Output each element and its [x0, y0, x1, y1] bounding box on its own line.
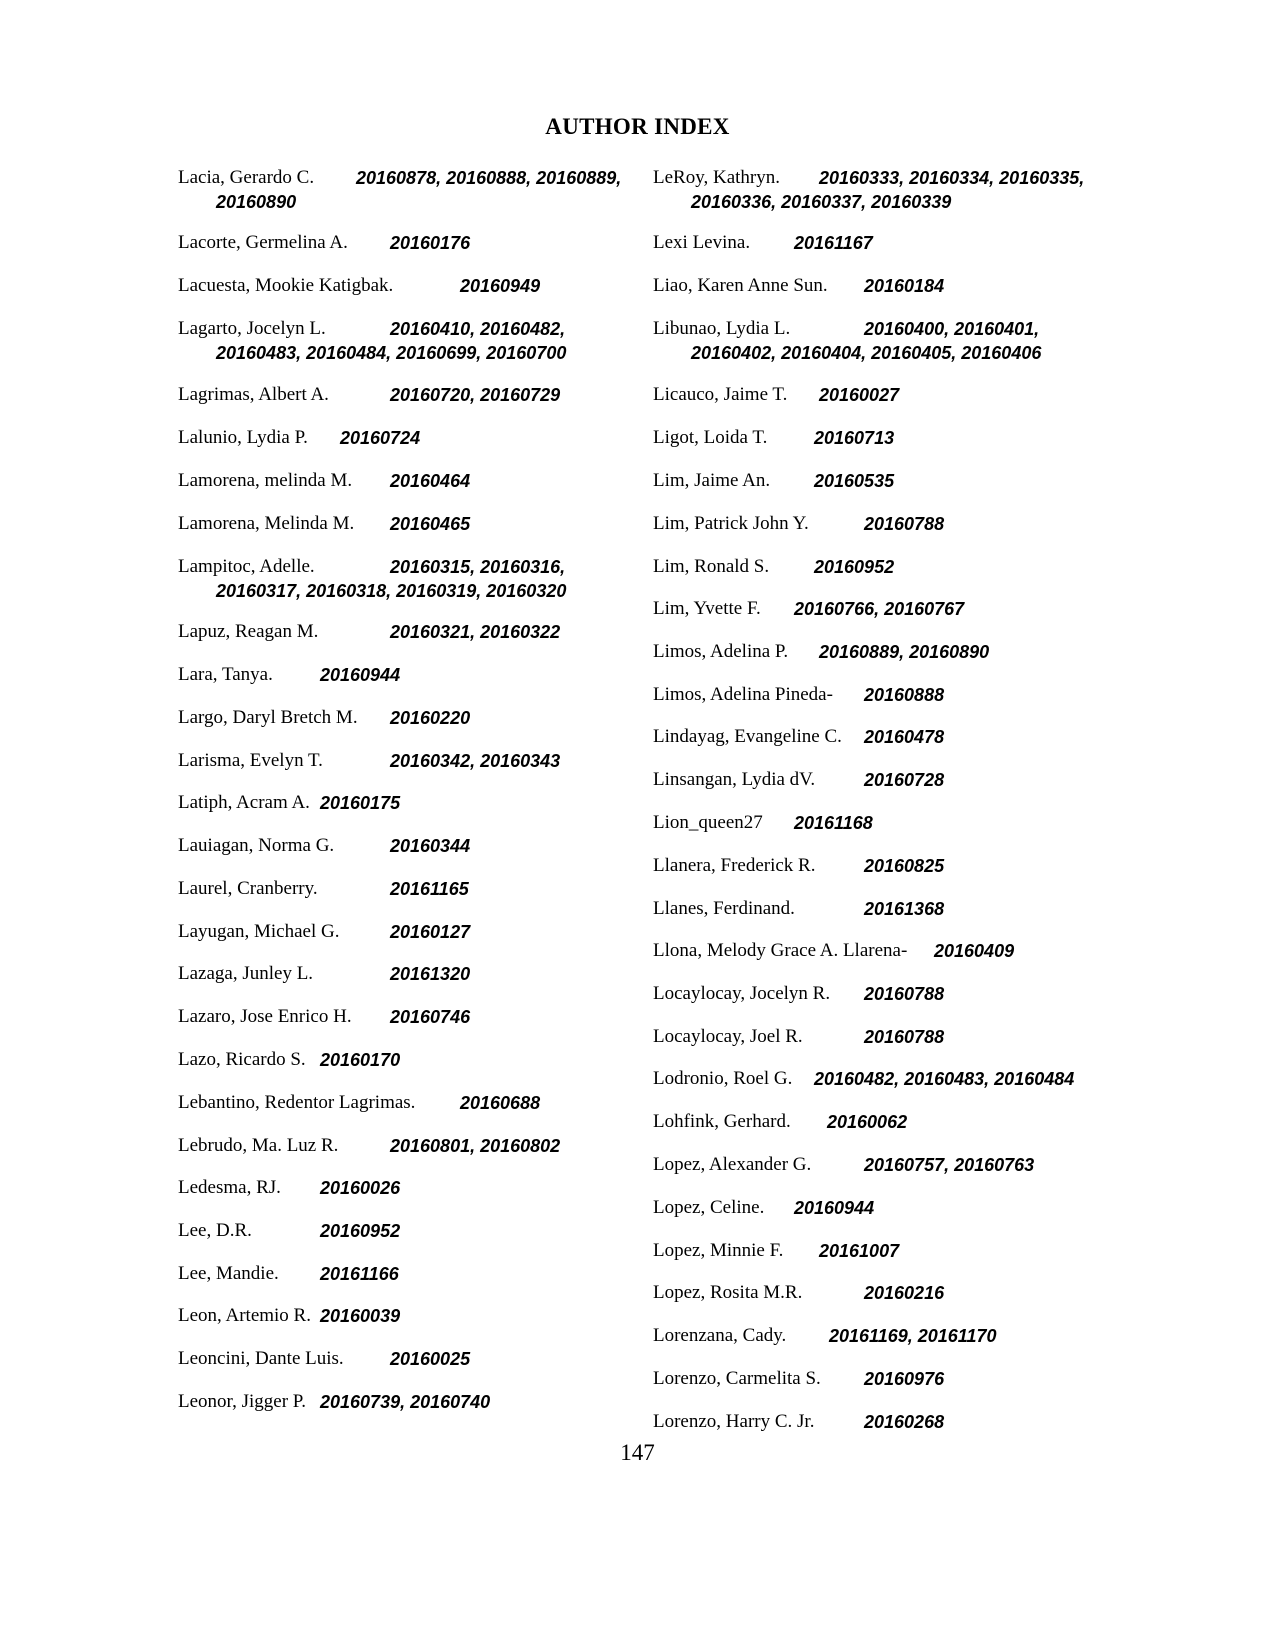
author-name: Ledesma, RJ.	[178, 1177, 281, 1198]
author-name: Lopez, Rosita M.R.	[653, 1282, 803, 1303]
entry-refs: 20161320	[390, 964, 471, 984]
entry-refs: 20160220	[390, 708, 471, 728]
author-name: Liao, Karen Anne Sun.	[653, 275, 828, 296]
author-name: Lopez, Minnie F.	[653, 1240, 784, 1261]
entry-refs: 20160944	[794, 1198, 875, 1218]
author-name: Larisma, Evelyn T.	[178, 750, 323, 771]
entry-refs: 20160788	[864, 984, 945, 1004]
entry-refs: 20161169, 20161170	[829, 1326, 997, 1346]
author-name: Lodronio, Roel G.	[653, 1068, 793, 1089]
entry-refs: 20160788	[864, 514, 945, 534]
author-name: Lamorena, Melinda M.	[178, 513, 355, 534]
author-name: Lazaro, Jose Enrico H.	[178, 1006, 352, 1027]
index-entry	[653, 166, 1123, 212]
entry-refs: 20160801, 20160802	[390, 1136, 561, 1156]
index-entry	[653, 1025, 1123, 1049]
author-name: Lorenzo, Harry C. Jr.	[653, 1411, 815, 1432]
author-name: Lopez, Alexander G.	[653, 1154, 812, 1175]
entry-refs: 20160465	[390, 514, 471, 534]
index-entry	[653, 768, 1123, 792]
entry-refs: 20160688	[460, 1093, 541, 1113]
author-name: Llanes, Ferdinand.	[653, 898, 795, 919]
entry-refs: 20160400, 20160401,	[864, 319, 1040, 339]
index-entry	[653, 274, 1123, 298]
entry-refs: 20160949	[460, 276, 541, 296]
author-name: Lapuz, Reagan M.	[178, 621, 319, 642]
author-name: Lorenzo, Carmelita S.	[653, 1368, 821, 1389]
entry-refs: 20161368	[864, 899, 945, 919]
index-entry	[653, 512, 1123, 536]
entry-refs: 20160535	[814, 471, 895, 491]
author-name: Layugan, Michael G.	[178, 921, 340, 942]
author-name: Linsangan, Lydia dV.	[653, 769, 816, 790]
author-name: Llona, Melody Grace A. Llarena-	[653, 940, 908, 961]
entry-refs: 20160746	[390, 1007, 471, 1027]
author-name: Libunao, Lydia L.	[653, 318, 791, 339]
entry-refs: 20160766, 20160767	[794, 599, 965, 619]
entry-refs: 20160825	[864, 856, 945, 876]
index-entry	[178, 231, 633, 255]
entry-refs: 20161166	[320, 1264, 399, 1284]
author-name: Llanera, Frederick R.	[653, 855, 816, 876]
page-title: AUTHOR INDEX	[545, 114, 730, 139]
entry-refs: 20160724	[340, 428, 421, 448]
index-entry	[653, 1367, 1123, 1391]
entry-refs: 20160176	[390, 233, 471, 253]
index-entry	[653, 725, 1123, 749]
author-name: Leon, Artemio R.	[178, 1305, 311, 1326]
entry-refs: 20160409	[934, 941, 1015, 961]
entry-refs: 20160315, 20160316,	[390, 557, 566, 577]
entry-refs: 20160478	[864, 727, 945, 747]
author-name: Lalunio, Lydia P.	[178, 427, 308, 448]
index-entry	[178, 1347, 633, 1371]
index-entry	[653, 231, 1123, 255]
author-name: Lagrimas, Albert A.	[178, 384, 329, 405]
author-name: Lazaga, Junley L.	[178, 963, 314, 984]
index-entry	[178, 962, 633, 986]
index-entry	[178, 1005, 633, 1029]
author-name: Lampitoc, Adelle.	[178, 556, 315, 577]
author-name: Lara, Tanya.	[178, 664, 273, 685]
author-name: Lim, Jaime An.	[653, 470, 771, 491]
entry-refs: 20160728	[864, 770, 945, 790]
author-name: Lim, Patrick John Y.	[653, 513, 809, 534]
entry-refs: 20160216	[864, 1283, 945, 1303]
entry-refs-continued: 20160483, 20160484, 20160699, 20160700	[216, 343, 567, 363]
author-name: Lebrudo, Ma. Luz R.	[178, 1135, 339, 1156]
index-entry	[178, 555, 633, 601]
index-entry	[178, 469, 633, 493]
author-name: Laurel, Cranberry.	[178, 878, 318, 899]
index-entry	[653, 1153, 1123, 1177]
index-entry	[178, 1219, 633, 1243]
entry-refs: 20160127	[390, 922, 471, 942]
entry-refs: 20160026	[320, 1178, 401, 1198]
entry-refs: 20160175	[320, 793, 401, 813]
author-name: Lagarto, Jocelyn L.	[178, 318, 326, 339]
index-entry	[178, 1091, 633, 1115]
author-name: Largo, Daryl Bretch M.	[178, 707, 358, 728]
author-name: Ligot, Loida T.	[653, 427, 768, 448]
index-entry	[653, 1067, 1123, 1091]
index-entry	[178, 317, 633, 363]
index-entry	[653, 383, 1123, 407]
entry-refs: 20160952	[320, 1221, 401, 1241]
author-name: Lazo, Ricardo S.	[178, 1049, 306, 1070]
index-entry	[653, 939, 1123, 963]
entry-refs: 20160268	[864, 1412, 945, 1432]
entry-refs: 20160976	[864, 1369, 945, 1389]
entry-refs: 20160944	[320, 665, 401, 685]
entry-refs: 20160482, 20160483, 20160484	[814, 1069, 1075, 1089]
author-name: Lim, Yvette F.	[653, 598, 761, 619]
author-name: Lim, Ronald S.	[653, 556, 770, 577]
index-entry	[178, 834, 633, 858]
entry-refs: 20160025	[390, 1349, 471, 1369]
index-entry	[178, 620, 633, 644]
entry-refs: 20160062	[827, 1112, 908, 1132]
author-name: Lamorena, melinda M.	[178, 470, 353, 491]
index-entry	[178, 383, 633, 407]
entry-refs: 20160878, 20160888, 20160889,	[356, 168, 622, 188]
entry-refs: 20160757, 20160763	[864, 1155, 1035, 1175]
entry-refs-continued: 20160336, 20160337, 20160339	[691, 192, 952, 212]
index-entry	[178, 706, 633, 730]
entry-refs: 20160788	[864, 1027, 945, 1047]
author-name: Lacuesta, Mookie Katigbak.	[178, 275, 394, 296]
author-name: Leoncini, Dante Luis.	[178, 1348, 344, 1369]
entry-refs: 20160952	[814, 557, 895, 577]
author-name: Lee, Mandie.	[178, 1263, 279, 1284]
author-name: Limos, Adelina Pineda-	[653, 684, 833, 705]
author-name: Lion_queen27	[653, 812, 763, 833]
entry-refs: 20160888	[864, 685, 945, 705]
author-name: Latiph, Acram A.	[178, 792, 310, 813]
index-entry	[653, 426, 1123, 450]
author-name: Locaylocay, Joel R.	[653, 1026, 803, 1047]
page-number: 147	[620, 1440, 655, 1465]
author-name: Lexi Levina.	[653, 232, 751, 253]
index-entry	[178, 877, 633, 901]
author-name: LeRoy, Kathryn.	[653, 167, 780, 188]
entry-refs: 20160342, 20160343	[390, 751, 561, 771]
index-entry	[653, 1239, 1123, 1263]
index-entry	[653, 317, 1123, 363]
entry-refs: 20160321, 20160322	[390, 622, 561, 642]
entry-refs: 20160464	[390, 471, 471, 491]
entry-refs: 20160720, 20160729	[390, 385, 561, 405]
entry-refs-continued: 20160890	[216, 192, 297, 212]
index-entry	[178, 166, 633, 212]
index-entry	[178, 749, 633, 773]
index-entry	[178, 1262, 633, 1286]
author-name: Lacia, Gerardo C.	[178, 167, 315, 188]
index-entry	[653, 469, 1123, 493]
index-entry	[178, 274, 633, 298]
index-entry	[653, 1196, 1123, 1220]
index-entry	[178, 512, 633, 536]
entry-refs: 20160170	[320, 1050, 401, 1070]
index-entry	[653, 897, 1123, 921]
author-name: Lorenzana, Cady.	[653, 1325, 787, 1346]
author-name: Lacorte, Germelina A.	[178, 232, 348, 253]
index-entry	[178, 1134, 633, 1158]
entry-refs: 20161168	[794, 813, 873, 833]
index-entry	[178, 791, 633, 815]
entry-refs: 20160184	[864, 276, 945, 296]
index-entry	[178, 1048, 633, 1072]
index-entry	[653, 555, 1123, 579]
index-entry	[653, 854, 1123, 878]
entry-refs: 20160027	[819, 385, 900, 405]
index-entry	[653, 811, 1123, 835]
entry-refs: 20161007	[819, 1241, 900, 1261]
index-entry	[653, 1410, 1123, 1434]
index-entry	[178, 663, 633, 687]
author-name: Leonor, Jigger P.	[178, 1391, 306, 1412]
author-name: Locaylocay, Jocelyn R.	[653, 983, 831, 1004]
index-entry	[178, 920, 633, 944]
entry-refs: 20161167	[794, 233, 873, 253]
entry-refs-continued: 20160317, 20160318, 20160319, 20160320	[216, 581, 567, 601]
index-entry	[653, 1324, 1123, 1348]
author-name: Lopez, Celine.	[653, 1197, 765, 1218]
author-name: Lohfink, Gerhard.	[653, 1111, 791, 1132]
index-entry	[178, 1176, 633, 1200]
index-entry	[653, 1281, 1123, 1305]
index-entry	[178, 426, 633, 450]
index-entry	[653, 597, 1123, 621]
author-name: Lauiagan, Norma G.	[178, 835, 335, 856]
author-name: Lebantino, Redentor Lagrimas.	[178, 1092, 416, 1113]
entry-refs: 20161165	[390, 879, 469, 899]
index-entry	[653, 683, 1123, 707]
entry-refs: 20160889, 20160890	[819, 642, 990, 662]
entry-refs: 20160344	[390, 836, 471, 856]
index-entry	[178, 1390, 633, 1414]
index-entry	[178, 1304, 633, 1328]
entry-refs: 20160739, 20160740	[320, 1392, 491, 1412]
index-entry	[653, 1110, 1123, 1134]
entry-refs: 20160039	[320, 1306, 401, 1326]
author-name: Licauco, Jaime T.	[653, 384, 788, 405]
entry-refs-continued: 20160402, 20160404, 20160405, 20160406	[691, 343, 1042, 363]
index-entry	[653, 640, 1123, 664]
entry-refs: 20160410, 20160482,	[390, 319, 566, 339]
author-name: Limos, Adelina P.	[653, 641, 789, 662]
index-entry	[653, 982, 1123, 1006]
entry-refs: 20160713	[814, 428, 895, 448]
entry-refs: 20160333, 20160334, 20160335,	[819, 168, 1085, 188]
author-name: Lindayag, Evangeline C.	[653, 726, 842, 747]
author-name: Lee, D.R.	[178, 1220, 252, 1241]
